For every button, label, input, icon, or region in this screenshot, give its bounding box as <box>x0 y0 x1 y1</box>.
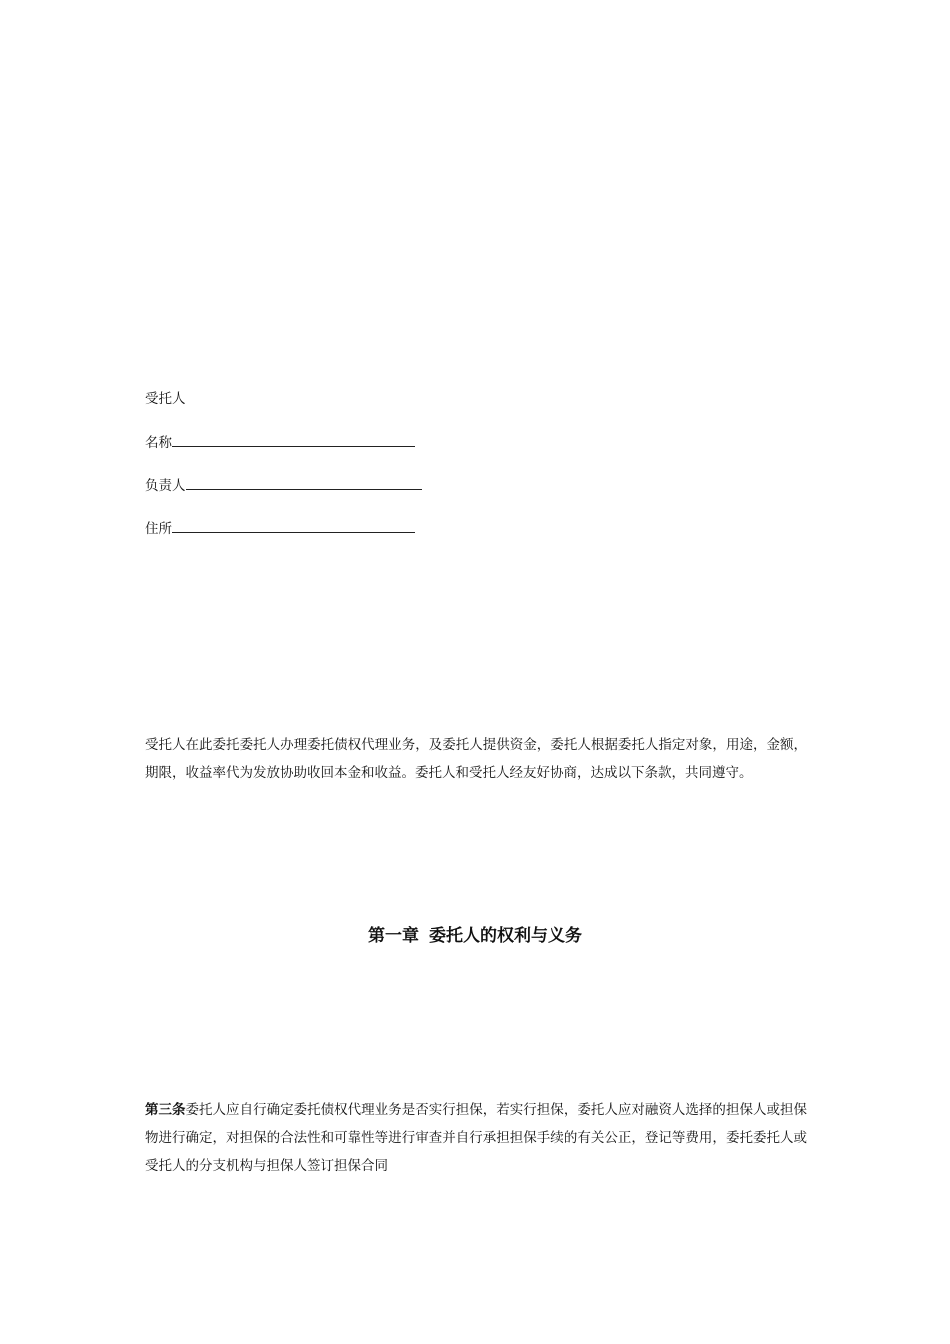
chapter-heading <box>0 922 950 950</box>
intro-paragraph: 受托人在此委托委托人办理委托债权代理业务，及委托人提供资金，委托人根据委托人指定对象，用途，金额，期限，收益率代为发放协助收回本金和收益。委托人和受托人经友好协商，达成以下条款，共同遵守。 <box>145 737 807 781</box>
trustee-heading <box>145 389 186 409</box>
chapter-title: 委托人的权利与义务 <box>429 926 582 946</box>
chapter-number: 第一章 <box>368 926 419 946</box>
name-field <box>145 432 415 453</box>
responsible-person-label: 负责人 <box>145 478 186 494</box>
address-label: 住所 <box>145 521 172 537</box>
article-label: 第三条 <box>145 1102 186 1118</box>
address-field <box>145 518 415 539</box>
article-text: 委托人应自行确定委托债权代理业务是否实行担保，若实行担保，委托人应对融资人选择的担保人或担保物进行确定，对担保的合法性和可靠性等进行审查并自行承担担保手续的有关公正，登记等费用，委托委托人或受托人的分支机构与担保人签订担保合同 <box>145 1102 807 1174</box>
name-blank-line <box>172 432 415 447</box>
responsible-person-blank-line <box>186 475 422 490</box>
article-paragraph <box>145 1096 807 1180</box>
name-label: 名称 <box>145 435 172 451</box>
trustee-title: 受托人 <box>145 391 186 407</box>
address-blank-line <box>172 518 415 533</box>
responsible-person-field <box>145 475 422 496</box>
